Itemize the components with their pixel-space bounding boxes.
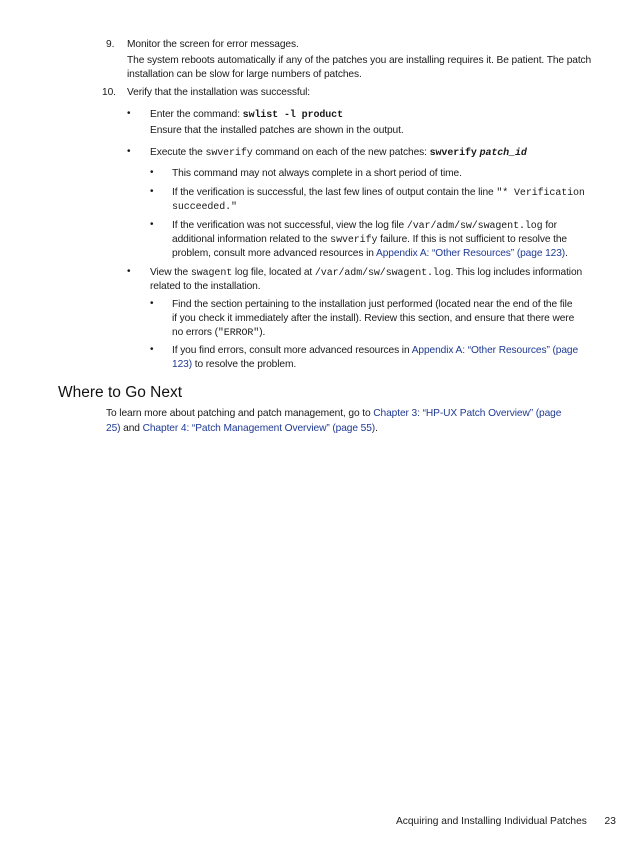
swlist-command: swlist -l product [242, 110, 343, 121]
bullet-icon: • [127, 146, 131, 157]
footer-title: Acquiring and Installing Individual Patches [396, 816, 587, 827]
step-10-title: Verify that the installation was successful: [127, 87, 311, 98]
verification-code-line1: "* Verification [496, 188, 585, 199]
verification-code-line2 [172, 200, 237, 215]
sub-bullet-find-errors [172, 344, 578, 358]
sub-bullet-icon: • [150, 186, 154, 197]
bullet-icon: • [127, 108, 131, 119]
failed-line3-end: . [565, 248, 568, 259]
sub-bullet-icon: • [150, 344, 154, 355]
find-errors-text: If you find errors, consult more advanced resources in [172, 345, 412, 356]
sub-bullet-find-section-l2: if you check it immediately after the install). Review this section, and ensure that there were [172, 313, 575, 324]
sub-bullet-find-section-l1: Find the section pertaining to the installation just performed (located near the end of the file [172, 299, 573, 310]
failed-line-2 [172, 233, 567, 248]
no-errors-end: ). [259, 327, 266, 338]
chapter-3-link-page[interactable]: 25) [106, 423, 121, 434]
sub-bullet-verification-success [172, 186, 585, 201]
succeeded-code: succeeded." [172, 202, 237, 213]
sub-bullet-icon: • [150, 298, 154, 309]
swverify-command: swverify [205, 148, 253, 159]
failed-line2-b: failure. If this is not sufficient to resolve the [377, 234, 567, 245]
appendix-a-link-2-page[interactable]: 123) [172, 359, 192, 370]
chapter-4-link[interactable]: Chapter 4: “Patch Management Overview” (page 55) [142, 423, 376, 434]
sub-bullet-icon: • [150, 219, 154, 230]
no-errors-text: no errors ( [172, 327, 218, 338]
bullet-icon: • [127, 266, 131, 277]
view-mid-text: log file, located at [232, 267, 315, 278]
sub-bullet-verification-failed [172, 219, 557, 234]
swverify-command-bold: swverify [429, 148, 477, 159]
find-errors-line-2 [172, 358, 296, 372]
ensure-installed-note: Ensure that the installed patches are shown in the output. [150, 125, 404, 136]
resolve-problem-text: to resolve the problem. [192, 359, 297, 370]
view-post-text: . This log includes information [450, 267, 583, 278]
chapter-3-link[interactable]: Chapter 3: “HP-UX Patch Overview” (page [373, 408, 562, 419]
execute-mid-text: command on each of the new patches: [252, 147, 430, 158]
failed-for-text: for [542, 220, 557, 231]
execute-text: Execute the [150, 147, 206, 158]
step-number-10: 10. [102, 87, 116, 98]
bullet-execute-swverify [150, 146, 527, 161]
bullet-view-swagent [150, 266, 582, 281]
patch-id-arg: patch_id [479, 148, 527, 159]
sub-bullet-not-complete: This command may not always complete in a short period of time. [172, 168, 462, 179]
swagent-inline: swagent [190, 268, 233, 279]
bullet-enter-command [150, 108, 343, 123]
sub-bullet-icon: • [150, 167, 154, 178]
step-9-title: Monitor the screen for error messages. [127, 39, 299, 50]
appendix-a-link[interactable]: Appendix A: “Other Resources” (page 123) [376, 248, 566, 259]
appendix-a-link-2[interactable]: Appendix A: “Other Resources” (page [411, 345, 579, 356]
section-heading-where-next: Where to Go Next [58, 384, 183, 401]
swverify-inline: swverify [330, 235, 378, 246]
verification-success-text: If the verification is successful, the last few lines of output contain the line [172, 187, 497, 198]
view-text: View the [150, 267, 191, 278]
enter-command-text: Enter the command: [150, 109, 243, 120]
next-line-2 [106, 422, 378, 436]
failed-line2-a: additional information related to the [172, 234, 331, 245]
step-number-9: 9. [106, 39, 115, 50]
step-9-body: The system reboots automatically if any of the patches you are installing requires it. Be patient. The patch installation can be slow for large numbers of patches. [127, 55, 592, 80]
page-footer [396, 815, 616, 829]
error-code: "ERROR" [217, 328, 260, 339]
failed-line3-a: problem, consult more advanced resources in [172, 248, 376, 259]
swagent-log-path-2: /var/adm/sw/swagent.log [314, 268, 451, 279]
swagent-log-path: /var/adm/sw/swagent.log [406, 221, 543, 232]
failed-text: If the verification was not successful, view the log file [172, 220, 407, 231]
page-number: 23 [604, 816, 616, 827]
failed-line-3 [172, 247, 568, 261]
and-text: and [120, 423, 143, 434]
next-end: . [375, 423, 378, 434]
sub-bullet-find-section-l3 [172, 326, 265, 341]
view-line-2: related to the installation. [150, 281, 261, 292]
next-line-1 [106, 407, 561, 421]
next-intro-text: To learn more about patching and patch management, go to [106, 408, 374, 419]
